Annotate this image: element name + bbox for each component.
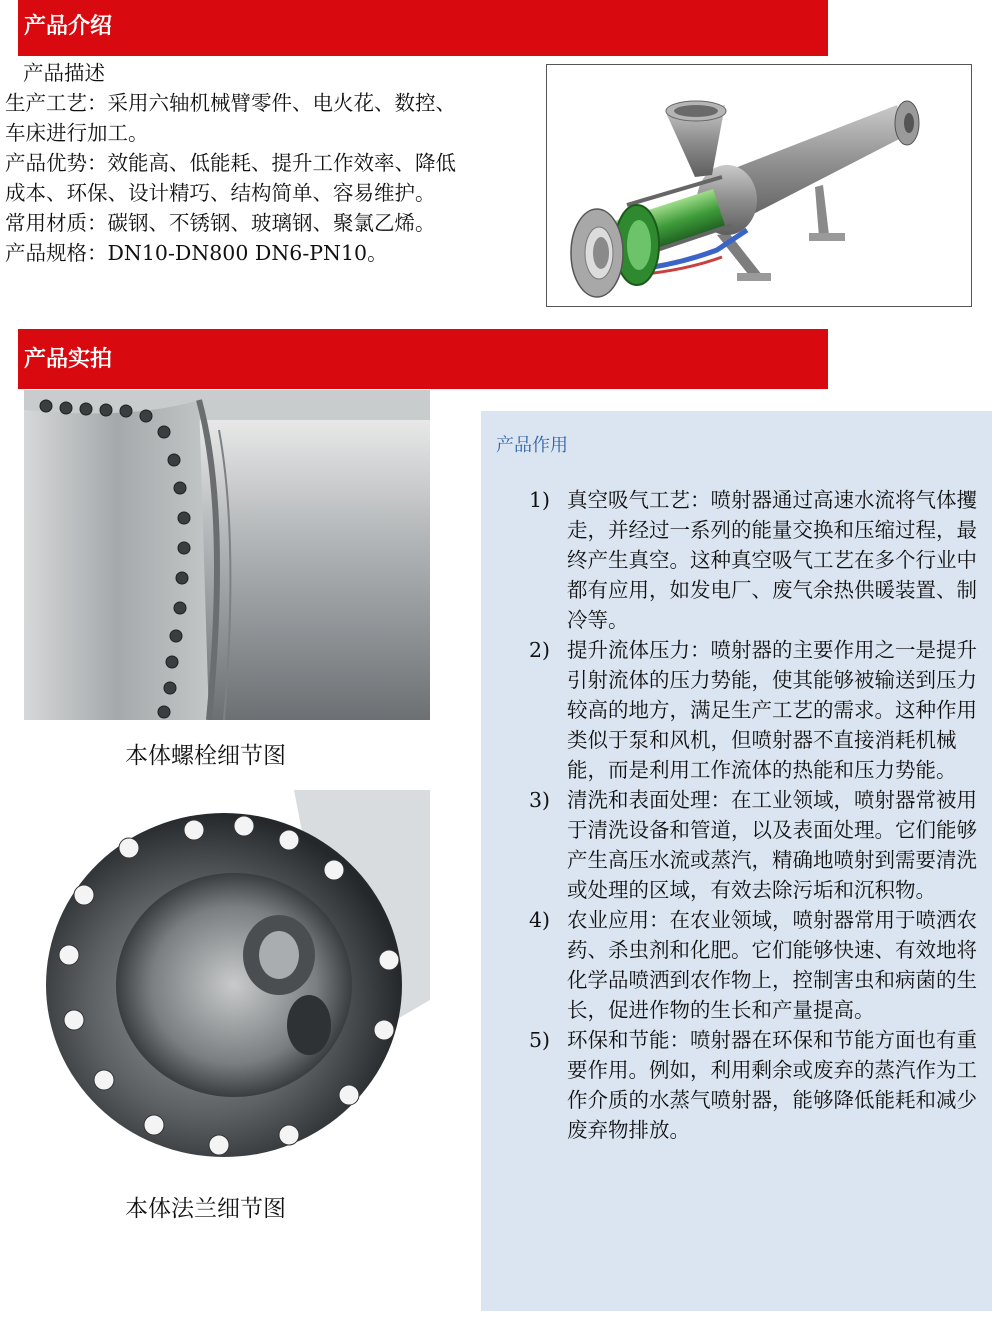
ejector-3d-diagram [546,64,972,307]
usage-item-number: 1) [529,488,551,512]
usage-item-number: 4) [529,908,551,932]
flange-detail-photo [44,790,430,1165]
description-line: 产品优势：效能高、低能耗、提升工作效率、降低 [5,151,456,175]
bolt-detail-caption: 本体螺栓细节图 [125,743,286,769]
description-line: 常用材质：碳钢、不锈钢、玻璃钢、聚氯乙烯。 [5,211,436,235]
section-banner-photos: 产品实拍 [18,329,828,389]
usage-item [529,785,984,905]
description-subtitle: 产品描述 [23,61,105,85]
description-line: 成本、环保、设计精巧、结构简单、容易维护。 [5,181,436,205]
usage-item [529,905,984,1025]
bolt-detail-photo [24,390,430,720]
usage-item-text: 真空吸气工艺：喷射器通过高速水流将气体攫走，并经过一系列的能量交换和压缩过程，最终产生真空。这种真空吸气工艺在多个行业中都有应用，如发电厂、废气余热供暖装置、制冷等。 [567,488,977,632]
product-description [5,58,535,268]
usage-item [529,485,984,635]
usage-item [529,635,984,785]
usage-item-number: 3) [529,788,551,812]
product-usage-panel [481,411,992,1311]
description-line: 生产工艺：采用六轴机械臂零件、电火花、数控、 [5,91,456,115]
usage-item-text: 清洗和表面处理：在工业领域，喷射器常被用于清洗设备和管道，以及表面处理。它们能够产生高压水流或蒸汽，精确地喷射到需要清洗或处理的区域，有效去除污垢和沉积物。 [567,788,977,902]
usage-item-text: 农业应用：在农业领域，喷射器常用于喷洒农药、杀虫剂和化肥。它们能够快速、有效地将化学品喷洒到农作物上，控制害虫和病菌的生长，促进作物的生长和产量提高。 [567,908,977,1022]
usage-item-text: 提升流体压力：喷射器的主要作用之一是提升引射流体的压力势能，使其能够被输送到压力较高的地方，满足生产工艺的需求。这种作用类似于泵和风机，但喷射器不直接消耗机械能，而是利用工作流体的热能和压力势能。 [567,638,977,782]
usage-list [529,485,984,1145]
usage-title: 产品作用 [496,435,568,456]
usage-item-number: 5) [529,1028,551,1052]
description-line: 产品规格：DN10-DN800 DN6-PN10。 [5,241,388,265]
usage-item-text: 环保和节能：喷射器在环保和节能方面也有重要作用。例如，利用剩余或废弃的蒸汽作为工作介质的水蒸气喷射器，能够降低能耗和减少废弃物排放。 [567,1028,977,1142]
section-banner-intro: 产品介绍 [18,0,828,56]
description-line: 车床进行加工。 [5,121,149,145]
flange-detail-caption: 本体法兰细节图 [125,1196,286,1222]
usage-item-number: 2) [529,638,551,662]
usage-item [529,1025,984,1145]
